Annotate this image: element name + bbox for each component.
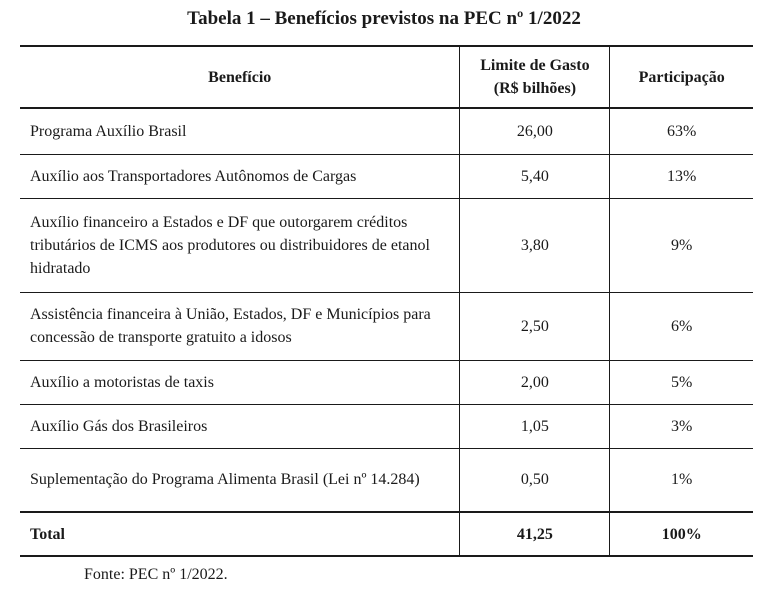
cell-beneficio: Auxílio Gás dos Brasileiros — [30, 417, 208, 435]
header-limite-de-gasto — [460, 46, 610, 108]
cell-limite: 2,00 — [460, 360, 610, 404]
cell-limite: 0,50 — [460, 448, 610, 512]
cell-limite: 3,80 — [460, 198, 610, 292]
cell-limite: 2,50 — [460, 292, 610, 360]
cell-beneficio: Auxílio financeiro a Estados e DF que outorgarem créditos tributários de ICMS aos produtores ou distribuidores de etanol hidratado — [30, 213, 430, 277]
cell-beneficio: Auxílio aos Transportadores Autônomos de Cargas — [30, 167, 357, 185]
cell-participacao: 9% — [610, 198, 753, 292]
cell-beneficio: Programa Auxílio Brasil — [30, 122, 187, 140]
cell-limite: 1,05 — [460, 404, 610, 448]
total-row — [20, 512, 753, 556]
total-participacao: 100% — [610, 512, 753, 556]
table-row — [20, 198, 753, 292]
table-body — [20, 108, 753, 556]
cell-participacao: 5% — [610, 360, 753, 404]
cell-participacao: 63% — [610, 108, 753, 154]
total-limite: 41,25 — [460, 512, 610, 556]
cell-participacao: 13% — [610, 154, 753, 198]
total-label: Total — [30, 525, 65, 543]
header-beneficio: Benefício — [208, 68, 272, 86]
header-row — [20, 46, 753, 108]
header-limite-line1: Limite de Gasto — [480, 57, 590, 74]
header-limite-line2: (R$ bilhões) — [493, 80, 577, 97]
table-row — [20, 404, 753, 448]
table-row — [20, 154, 753, 198]
table-header — [20, 46, 753, 108]
table-row — [20, 108, 753, 154]
source-note: Fonte: PEC nº 1/2022. — [84, 566, 228, 583]
cell-participacao: 1% — [610, 448, 753, 512]
table-row — [20, 360, 753, 404]
cell-beneficio: Suplementação do Programa Alimenta Brasil (Lei nº 14.284) — [30, 471, 420, 489]
cell-beneficio: Assistência financeira à União, Estados, DF e Municípios para concessão de transporte gratuito a idosos — [30, 306, 431, 346]
cell-limite: 5,40 — [460, 154, 610, 198]
cell-limite: 26,00 — [460, 108, 610, 154]
cell-beneficio: Auxílio a motoristas de taxis — [30, 373, 214, 391]
benefits-table — [20, 45, 753, 557]
cell-participacao: 3% — [610, 404, 753, 448]
table-row — [20, 448, 753, 512]
header-participacao: Participação — [610, 46, 753, 108]
table-row — [20, 292, 753, 360]
cell-participacao: 6% — [610, 292, 753, 360]
table-title: Tabela 1 – Benefícios previstos na PEC nº 1/2022 — [187, 8, 581, 29]
